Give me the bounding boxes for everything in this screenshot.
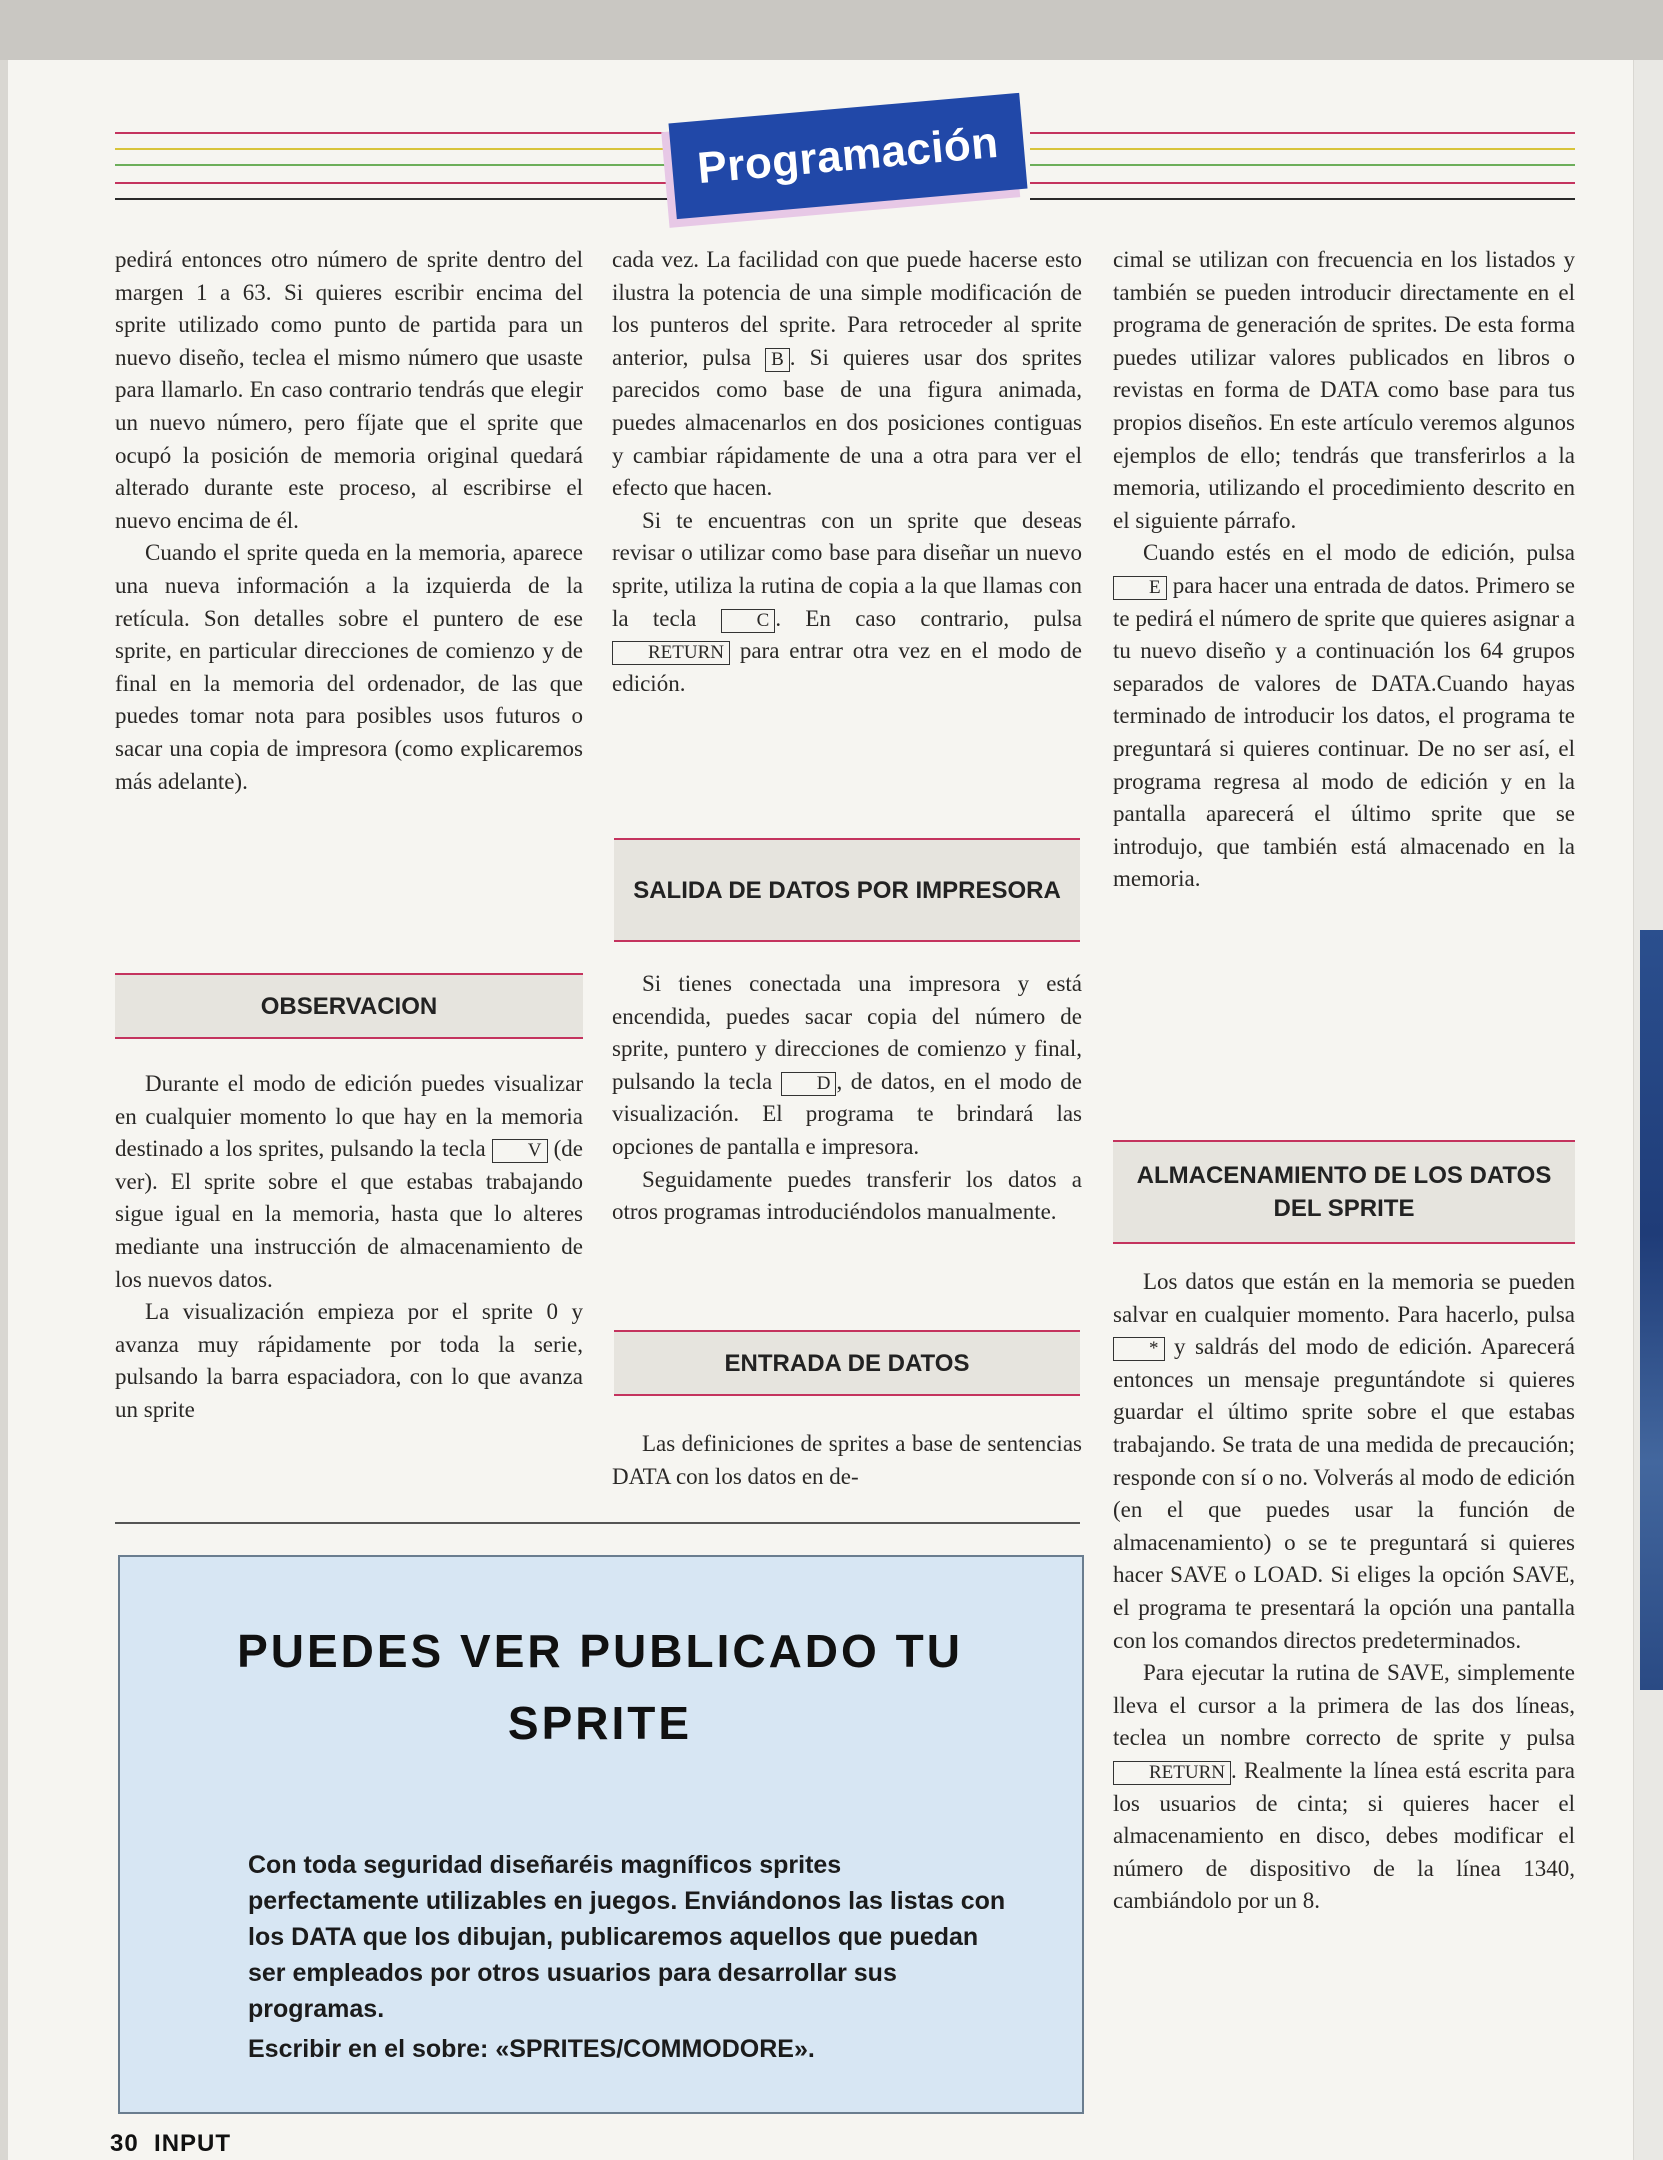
page-number: 30 (110, 2130, 139, 2157)
key-return-2: RETURN (1113, 1761, 1231, 1785)
col2-paragraph-2 (612, 505, 1082, 701)
column-1-lower (115, 1068, 583, 1427)
rule-magenta-right (1030, 132, 1575, 134)
col3-p2-text-a: Cuando estés en el modo de edición, pulsa (1143, 540, 1575, 566)
key-b: B (765, 348, 790, 372)
key-return: RETURN (612, 641, 730, 665)
col1-paragraph-3 (115, 1068, 583, 1296)
col3-p4-text-a: Para ejecutar la rutina de SAVE, simplemente lleva el cursor a la primera de las dos líneas, teclea un nombre correcto de sprite y pulsa (1113, 1660, 1575, 1751)
rule-magenta-right-2 (1030, 182, 1575, 184)
col3-p2-text-b: para hacer una entrada de datos. Primero se te pedirá el número de sprite que quieres asignar a tu nuevo diseño y a continuación los 64 grupos separados de valores de DATA.Cuando hayas terminado de introducir los datos, el programa te preguntará si quieres continuar. De no ser así, el programa regresa al modo de edición y en la pantalla aparecerá el último sprite que se introdujo, que también está almacenado en la memoria. (1113, 572, 1575, 892)
key-c: C (721, 609, 776, 633)
key-star: * (1113, 1337, 1165, 1361)
col3-paragraph-4 (1113, 1657, 1575, 1918)
promo-footer: Escribir en el sobre: «SPRITES/COMMODORE». (248, 2035, 815, 2063)
col2-p3-text-a: Si tienes conectada una impresora y está encendida, puedes sacar copia del número de sprite, puntero y direcciones de comienzo y final, pulsando la tecla (612, 971, 1082, 1094)
col3-paragraph-2 (1113, 537, 1575, 896)
col1-p3-text-b: (de ver). El sprite sobre el que estabas trabajando sigue igual en la memoria, hasta que lo alteres mediante una instrucción de almacenamiento de los nuevos datos. (115, 1136, 583, 1292)
col2-p2-text-b: . En caso contrario, pulsa (775, 605, 1083, 631)
col1-p3-text-a: Durante el modo de edición puedes visualizar en cualquier momento lo que hay en la memoria destinado a los sprites, pulsando la tecla (115, 1071, 583, 1162)
heading-observacion: OBSERVACION (115, 973, 583, 1039)
rule-green-right (1030, 164, 1575, 166)
column-2-lower (612, 1428, 1082, 1493)
heading-salida-datos: SALIDA DE DATOS POR IMPRESORA (614, 838, 1080, 942)
key-v: V (492, 1139, 548, 1163)
col3-p3-text-a: Los datos que están en la memoria se pueden salvar en cualquier momento. Para hacerlo, pulsa (1113, 1269, 1575, 1327)
promo-box (118, 1555, 1084, 2114)
col2-paragraph-4: Seguidamente puedes transferir los datos a otros programas introduciéndolos manualmente. (612, 1166, 1082, 1225)
rule-dark-left (115, 198, 675, 200)
rule-yellow-left (115, 148, 675, 150)
promo-body: Con toda seguridad diseñaréis magníficos sprites perfectamente utilizables en juegos. Enviándonos las listas con los DATA que los dibujan, publicaremos aquellos que puedan ser empleados por otros usuarios para desarrollar sus programas. (248, 1851, 1006, 2023)
rule-green-left (115, 164, 675, 166)
rule-yellow-right (1030, 148, 1575, 150)
rule-magenta-left (115, 132, 675, 134)
column-1 (115, 244, 583, 798)
column-2-middle (612, 968, 1082, 1229)
column-3 (1113, 244, 1575, 896)
col2-p3-text-b: , de datos, en el modo de visualización. El programa te brindará las opciones de pantalla e impresora. (612, 1068, 1082, 1159)
magazine-name: INPUT (154, 2130, 232, 2157)
col2-paragraph-1 (612, 244, 1082, 505)
heading-almacenamiento: ALMACENAMIENTO DE LOS DATOS DEL SPRITE (1113, 1140, 1575, 1244)
key-d: D (781, 1072, 837, 1096)
rule-magenta-left-2 (115, 182, 675, 184)
col1-paragraph-1: pedirá entonces otro número de sprite dentro del margen 1 a 63. Si quieres escribir encima del sprite utilizado como punto de partida para un nuevo diseño, teclea el mismo número que usaste para llamarlo. En caso contrario tendrás que elegir un nuevo número, pero fíjate que el sprite que ocupó la posición de memoria original quedará alterado durante este proceso, al escribirse el nuevo encima de él. (115, 247, 583, 533)
col3-p3-text-b: y saldrás del modo de edición. Aparecerá entonces un mensaje preguntándote si quieres guardar el último sprite sobre el que estabas trabajando. Se trata de una medida de precaución; responde con sí o no. Volverás al modo de edición (en el que puedes usar la función de almacenamiento) o se te preguntará si quieres hacer SAVE o LOAD. Si eliges la opción SAVE, el programa te presentará la opción una pantalla con los comandos directos predeterminados. (1113, 1334, 1575, 1653)
col1-paragraph-4: La visualización empieza por el sprite 0 y avanza muy rápidamente por toda la serie, pulsando la barra espaciadora, con lo que avanza un sprite (115, 1299, 583, 1422)
col2-p1-text-a: cada vez. La facilidad con que puede hacerse esto ilustra la potencia de una simple modificación de los punteros del sprite. Para retroceder al sprite anterior, pulsa (612, 247, 1082, 370)
heading-entrada-datos: ENTRADA DE DATOS (614, 1330, 1080, 1396)
page-edge-image (1640, 930, 1663, 1690)
column-divider (115, 1522, 1080, 1524)
rule-dark-right (1030, 198, 1575, 200)
col2-p2-text-a: Si te encuentras con un sprite que deseas revisar o utilizar como base para diseñar un nuevo sprite, utiliza la rutina de copia a la que llamas con la tecla (612, 507, 1082, 631)
page-footer (110, 2130, 231, 2158)
col3-paragraph-1: cimal se utilizan con frecuencia en los listados y también se pueden introducir directamente en el programa de generación de sprites. De esta forma puedes utilizar valores publicados en libros o revistas en forma de DATA como base para tus propios diseños. En este artículo veremos algunos ejemplos de ello; tendrás que transferirlos a la memoria, utilizando el procedimiento descrito en el siguiente párrafo. (1113, 247, 1575, 533)
key-e: E (1113, 576, 1167, 600)
col3-p4-text-b: . Realmente la línea está escrita para los usuarios de cinta; si quieres hacer el almacenamiento en disco, debes modificar el número de dispositivo de la línea 1340, cambiándolo por un 8. (1113, 1757, 1575, 1914)
col3-paragraph-3 (1113, 1266, 1575, 1657)
scan-top-shadow (0, 0, 1663, 60)
col1-paragraph-2: Cuando el sprite queda en la memoria, aparece una nueva información a la izquierda de la retícula. Son detalles sobre el puntero de ese sprite, en particular direcciones de comienzo y de final en la memoria del ordenador, de las que puedes tomar nota para posibles usos futuros o sacar una copia de impresora (como explicaremos más adelante). (115, 540, 583, 794)
col2-p1-text-b: . Si quieres usar dos sprites parecidos como base de una figura animada, puedes almacenarlos en dos posiciones contiguas y cambiar rápidamente de una a otra para ver el efecto que hacen. (612, 344, 1082, 501)
column-2 (612, 244, 1082, 700)
promo-title: PUEDES VER PUBLICADO TU SPRITE (237, 1625, 963, 1749)
col2-paragraph-5: Las definiciones de sprites a base de sentencias DATA con los datos en de- (612, 1431, 1082, 1489)
section-title: Programación (695, 117, 1001, 194)
col2-paragraph-3 (612, 968, 1082, 1164)
column-3-lower (1113, 1266, 1575, 1918)
col2-p2-text-c: para entrar otra vez en el modo de edición. (612, 638, 1082, 696)
